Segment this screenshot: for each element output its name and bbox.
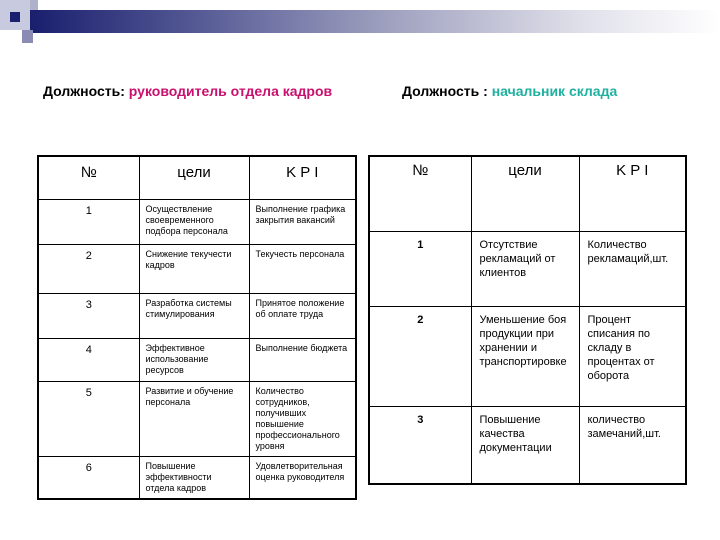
decor-square xyxy=(30,0,38,10)
row-kpi: Удовлетворительная оценка руководителя xyxy=(249,456,356,499)
table-row xyxy=(38,244,356,293)
row-number: 3 xyxy=(369,406,471,484)
table-row xyxy=(369,306,686,406)
row-goal: Снижение текучести кадров xyxy=(139,244,249,293)
row-kpi: Выполнение графика закрытия вакансий xyxy=(249,199,356,244)
position-value: начальник склада xyxy=(491,83,618,99)
header-number: № xyxy=(369,156,471,231)
table-row xyxy=(369,406,686,484)
left-kpi-table xyxy=(37,155,357,500)
row-number: 5 xyxy=(38,381,139,456)
header-kpi: K P I xyxy=(579,156,686,231)
row-number: 2 xyxy=(38,244,139,293)
table-row xyxy=(38,338,356,381)
header-kpi: K P I xyxy=(249,156,356,199)
header-number: № xyxy=(38,156,139,199)
row-kpi: Процент списания по складу в процентах от оборота xyxy=(579,306,686,406)
row-kpi: Количество рекламаций,шт. xyxy=(579,231,686,306)
row-goal: Осуществление своевременного подбора персонала xyxy=(139,199,249,244)
decor-square xyxy=(10,12,20,22)
row-kpi: Принятое положение об оплате труда xyxy=(249,293,356,338)
row-goal: Отсутствие рекламаций от клиентов xyxy=(471,231,579,306)
table-row xyxy=(38,199,356,244)
row-number: 1 xyxy=(38,199,139,244)
table-row xyxy=(38,293,356,338)
left-position-title xyxy=(43,83,332,99)
row-goal: Уменьшение боя продукции при хранении и транспортировке xyxy=(471,306,579,406)
table-row xyxy=(38,456,356,499)
decor-square xyxy=(22,30,33,43)
header-goals: цели xyxy=(471,156,579,231)
row-goal: Разработка системы стимулирования xyxy=(139,293,249,338)
row-kpi: количество замечаний,шт. xyxy=(579,406,686,484)
position-label: Должность: xyxy=(43,83,125,99)
header-gradient-bar xyxy=(30,10,720,33)
right-position-title xyxy=(402,83,617,99)
row-number: 6 xyxy=(38,456,139,499)
right-kpi-table xyxy=(368,155,687,485)
row-number: 4 xyxy=(38,338,139,381)
position-label: Должность : xyxy=(402,83,488,99)
table-row xyxy=(369,231,686,306)
row-goal: Повышение качества документации xyxy=(471,406,579,484)
header-goals: цели xyxy=(139,156,249,199)
row-goal: Повышение эффективности отдела кадров xyxy=(139,456,249,499)
table-row xyxy=(38,381,356,456)
row-number: 2 xyxy=(369,306,471,406)
row-number: 1 xyxy=(369,231,471,306)
position-value: руководитель отдела кадров xyxy=(128,83,333,99)
row-kpi: Количество сотрудников, получивших повышение профессионального уровня xyxy=(249,381,356,456)
row-kpi: Выполнение бюджета xyxy=(249,338,356,381)
row-goal: Эффективное использование ресурсов xyxy=(139,338,249,381)
row-kpi: Текучесть персонала xyxy=(249,244,356,293)
row-goal: Развитие и обучение персонала xyxy=(139,381,249,456)
row-number: 3 xyxy=(38,293,139,338)
